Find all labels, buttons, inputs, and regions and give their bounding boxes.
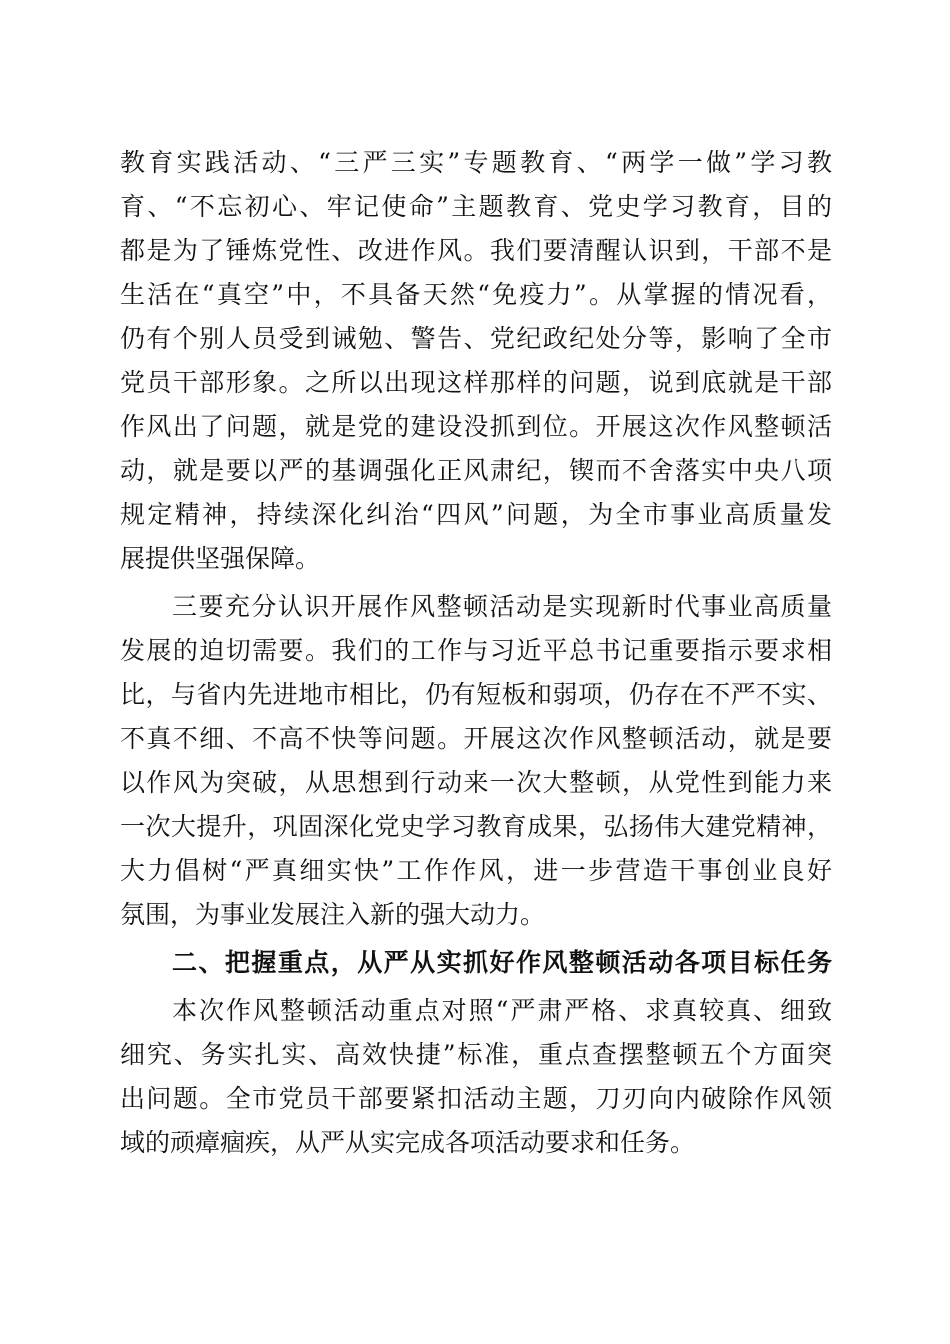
text-line: 仍有个别人员受到诫勉、警告、党纪政纪处分等，影响了全市 bbox=[120, 324, 832, 353]
section-heading: 二、把握重点，从严从实抓好作风整顿活动各项目标任务 bbox=[172, 948, 832, 977]
text-line: 以作风为突破，从思想到行动来一次大整顿，从党性到能力来 bbox=[120, 768, 832, 797]
text-line: 不真不细、不高不快等问题。开展这次作风整顿活动，就是要 bbox=[120, 724, 832, 753]
text-line: 党员干部形象。之所以出现这样那样的问题，说到底就是干部 bbox=[120, 368, 832, 397]
paragraph-first-line: 三要充分认识开展作风整顿活动是实现新时代事业高质量 bbox=[172, 592, 832, 621]
text-line: 规定精神，持续深化纠治“四风”问题，为全市事业高质量发 bbox=[120, 500, 832, 529]
text-line: 发展的迫切需要。我们的工作与习近平总书记重要指示要求相 bbox=[120, 636, 832, 665]
text-line: 氛围，为事业发展注入新的强大动力。 bbox=[120, 900, 546, 929]
text-line: 都是为了锤炼党性、改进作风。我们要清醒认识到，干部不是 bbox=[120, 236, 832, 265]
text-line: 教育实践活动、“三严三实”专题教育、“两学一做”学习教 bbox=[120, 148, 832, 177]
text-line: 大力倡树“严真细实快”工作作风，进一步营造干事创业良好 bbox=[120, 856, 832, 885]
text-line: 出问题。全市党员干部要紧扣活动主题，刀刃向内破除作风领 bbox=[120, 1084, 832, 1113]
text-line: 展提供坚强保障。 bbox=[120, 544, 321, 573]
text-line: 动，就是要以严的基调强化正风肃纪，锲而不舍落实中央八项 bbox=[120, 456, 832, 485]
text-line: 一次大提升，巩固深化党史学习教育成果，弘扬伟大建党精神， bbox=[120, 812, 832, 841]
text-line: 生活在“真空”中，不具备天然“免疫力”。从掌握的情况看， bbox=[120, 280, 832, 309]
paragraph-first-line: 本次作风整顿活动重点对照“严肃严格、求真较真、细致 bbox=[172, 996, 832, 1025]
text-line: 域的顽瘴痼疾，从严从实完成各项活动要求和任务。 bbox=[120, 1128, 696, 1157]
text-line: 细究、务实扎实、高效快捷”标准，重点查摆整顿五个方面突 bbox=[120, 1040, 832, 1069]
text-line: 比，与省内先进地市相比，仍有短板和弱项，仍存在不严不实、 bbox=[120, 680, 832, 709]
text-line: 作风出了问题，就是党的建设没抓到位。开展这次作风整顿活 bbox=[120, 412, 832, 441]
text-line: 育、“不忘初心、牢记使命”主题教育、党史学习教育，目的 bbox=[120, 192, 832, 221]
